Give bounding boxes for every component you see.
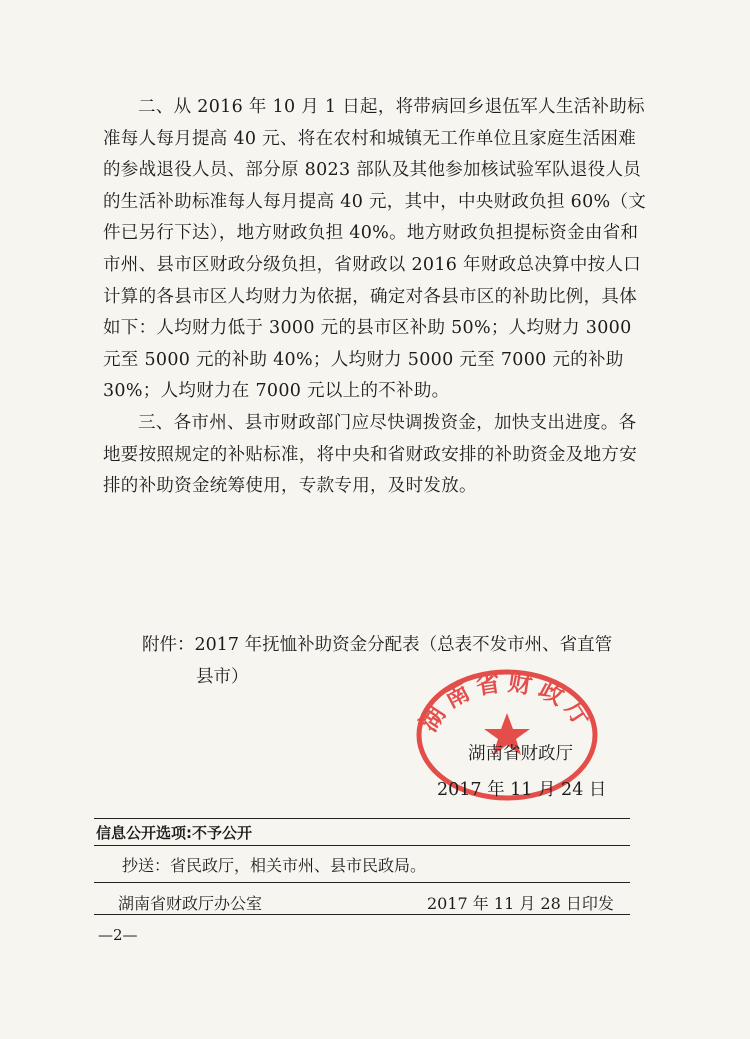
attachment-line-2: 县市） bbox=[196, 666, 249, 687]
disclosure-option: 信息公开选项:不予公开 bbox=[96, 824, 252, 842]
divider-bottom bbox=[94, 914, 630, 915]
print-date: 2017 年 11 月 28 日印发 bbox=[427, 894, 614, 913]
issuer-name: 湖南省财政厅 bbox=[468, 744, 573, 764]
body-text bbox=[103, 92, 651, 503]
issuing-office: 湖南省财政厅办公室 bbox=[118, 894, 263, 913]
document-date: 2017 年 11 月 24 日 bbox=[437, 780, 607, 800]
paragraph-subsidy-standard: 二、从 2016 年 10 月 1 日起，将带病回乡退伍军人生活补助标准每人每月提高 40 元、将在农村和城镇无工作单位且家庭生活困难的参战退役人员、部分原 8023 部队及其他参加核试验军队退役人员的生活补助标准每人每月提高 40 元，其中，中央财政负担 60%（文件已另行下达），地方财政负担 40%。地方财政负担提标资金由省和市州、县市区财政分级负担，省财政以 2016 年财政总决算中按人口计算的各县市区人均财力为依据，确定对各县市区的补助比例，具体如下：人均财力低于 3000 元的县市区补助 50%；人均财力 3000 元至 5000 元的补助 40%；人均财力 5000 元至 7000 元的补助 30%；人均财力在 7000 元以上的不补助。 bbox=[103, 97, 647, 402]
cc-recipients: 抄送：省民政厅，相关市州、县市民政局。 bbox=[122, 856, 427, 875]
divider-1 bbox=[94, 845, 630, 846]
paragraph-fund-allocation: 三、各市州、县市财政部门应尽快调拨资金，加快支出进度。各地要按照规定的补贴标准，将中央和省财政安排的补助资金及地方安排的补助资金统筹使用，专款专用，及时发放。 bbox=[103, 412, 637, 497]
page-number: —2— bbox=[98, 926, 138, 944]
seal-text: 湖南省财政厅 bbox=[414, 668, 600, 737]
divider-top bbox=[94, 818, 630, 819]
attachment-line-1: 附件：2017 年抚恤补助资金分配表（总表不发市州、省直管 bbox=[142, 635, 613, 655]
divider-2 bbox=[94, 882, 630, 883]
